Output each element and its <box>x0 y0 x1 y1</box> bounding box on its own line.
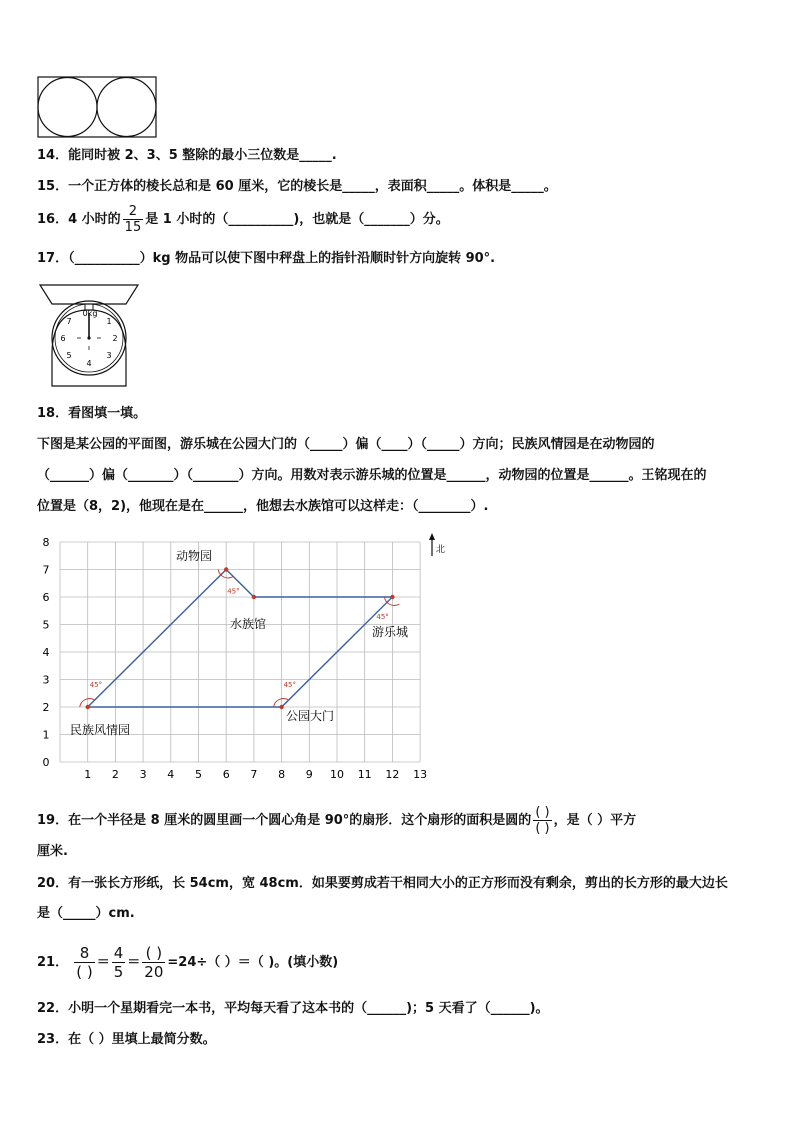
y-tick-label: 3 <box>42 673 50 687</box>
scale-dial-6: 6 <box>60 334 66 343</box>
point-gate <box>279 705 283 709</box>
x-tick-label: 5 <box>195 768 202 781</box>
route-path <box>88 570 393 708</box>
north-arrow <box>429 533 445 556</box>
question-14: 14．能同时被 2、3、5 整除的最小三位数是_____. <box>37 148 337 163</box>
question-16: 16．4 小时的 $\frac{2}{15}$ 是 1 小时的（__________)，也就是（_______）分。 <box>37 204 449 235</box>
question-18-line1: 下图是某公园的平面图，游乐城在公园大门的（_____）偏（____）（_____）方向；民族风情园是在动物园的 <box>37 437 655 452</box>
question-20-line2: 是（_____）cm. <box>37 906 135 921</box>
scale-figure <box>38 282 140 388</box>
two-circles-figure <box>37 76 157 138</box>
y-tick-label: 5 <box>42 618 50 632</box>
point-zoo <box>224 567 228 571</box>
question-19-line2: 厘米. <box>37 844 68 859</box>
fraction-8-blank: $\frac{8}{( )}$ <box>76 944 93 981</box>
question-15: 15．一个正方体的棱长总和是 60 厘米，它的棱长是_____，表面积_____。体积是_____。 <box>37 179 557 194</box>
fraction-4-5: $\frac{4}{5}$ <box>113 944 124 981</box>
x-tick-label: 13 <box>413 768 428 781</box>
y-tick-label: 6 <box>42 591 50 604</box>
angle-label: 45° <box>376 613 389 621</box>
x-tick-label: 12 <box>385 768 400 781</box>
y-tick-label: 0 <box>42 756 50 769</box>
y-tick-label: 8 <box>42 536 50 549</box>
x-tick-label: 10 <box>330 768 344 781</box>
question-18-line2: （______）偏（_______）（_______）方向。用数对表示游乐城的位置是______，动物园的位置是______。王铭现在的 <box>37 468 707 483</box>
y-tick-label: 2 <box>42 701 50 714</box>
map-ticks <box>43 536 428 781</box>
x-tick-label: 11 <box>357 768 372 781</box>
fraction-blank: $\frac{( )}{( )}$ <box>535 805 550 836</box>
point-aq <box>252 595 256 599</box>
scale-dial-2: 2 <box>112 334 118 343</box>
x-tick-label: 7 <box>250 768 258 781</box>
question-18-line3: 位置是（8，2)，他现在是在______，他想去水族馆可以这样走：（________）. <box>37 499 489 514</box>
y-tick-label: 1 <box>42 728 50 742</box>
label-aquarium: 水族馆 <box>230 617 267 631</box>
scale-top-label: 0kg <box>82 309 98 318</box>
question-23: 23．在（ ）里填上最简分数。 <box>37 1032 216 1047</box>
fraction-blank-20: $\frac{( )}{20}$ <box>144 944 164 981</box>
point-amusement <box>390 595 394 599</box>
angle-label: 45° <box>227 587 240 596</box>
x-tick-label: 8 <box>278 768 286 781</box>
question-18-title: 18．看图填一填。 <box>37 406 147 421</box>
x-tick-label: 3 <box>139 768 147 781</box>
fraction-2-15: $\frac{2}{15}$ <box>124 204 142 235</box>
angle-label: 45° <box>89 681 103 689</box>
scale-dial-4: 4 <box>86 359 92 368</box>
scale-dial-1: 1 <box>106 317 112 326</box>
x-tick-label: 1 <box>84 768 92 781</box>
scale-dial-5: 5 <box>66 351 72 360</box>
scale-dial-3: 3 <box>106 351 112 360</box>
question-19: 19．在一个半径是 8 厘米的圆里画一个圆心角是 90°的扇形．这个扇形的面积是圆的 $\frac{( )}{( )}$ ，是（ ）平方 <box>37 805 637 836</box>
label-amusement: 游乐城 <box>372 625 409 639</box>
question-17: 17．（__________）kg 物品可以使下图中秤盘上的指针沿顺时针方向旋转 90°. <box>37 251 496 266</box>
north-label: 北 <box>436 545 446 555</box>
x-tick-label: 9 <box>305 768 313 781</box>
question-21: 21． $\frac{8}{( )}$ ＝ $\frac{4}{5}$ ＝ $\frac{( )}{20}$ =24÷（ ）＝（ )。(填小数) <box>37 944 339 981</box>
label-gate: 公园大门 <box>286 709 335 723</box>
label-zoo: 动物园 <box>176 549 213 563</box>
question-22: 22．小明一个星期看完一本书，平均每天看了这本书的（______)；5 天看了（______)。 <box>37 1001 549 1016</box>
park-map <box>30 528 460 788</box>
map-route <box>86 567 395 709</box>
angle-label: 45° <box>283 681 297 689</box>
label-ethnic: 民族风情园 <box>70 723 131 737</box>
x-tick-label: 2 <box>111 768 119 781</box>
point-ethnic <box>86 705 90 709</box>
y-tick-label: 4 <box>42 646 50 659</box>
x-tick-label: 4 <box>167 768 175 781</box>
x-tick-label: 6 <box>222 768 230 781</box>
question-20-line1: 20．有一张长方形纸，长 54cm，宽 48cm．如果要剪成若干相同大小的正方形而没有剩余，剪出的长方形的最大边长 <box>37 876 728 891</box>
y-tick-label: 7 <box>42 563 50 577</box>
scale-dial-7: 7 <box>66 317 72 326</box>
